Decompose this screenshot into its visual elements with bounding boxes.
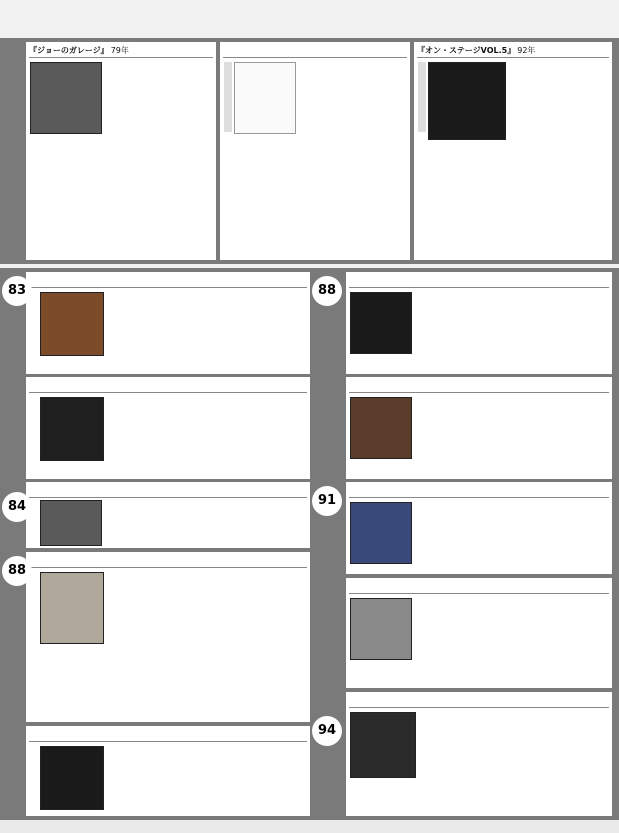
year-number-badge: 91 (312, 486, 342, 516)
album-cover-image (350, 397, 412, 459)
entry-header (29, 275, 307, 288)
entry-title: 『ジョーのガレージ』 (29, 46, 109, 55)
entry-description (418, 712, 608, 814)
entry-header (349, 275, 609, 288)
entry-header (223, 45, 407, 58)
catalog-spine (224, 62, 232, 132)
entry-description (108, 397, 306, 477)
album-entry (26, 272, 310, 374)
album-entry-joes-garage (26, 42, 216, 260)
entry-description (416, 292, 608, 372)
entry-description (416, 598, 608, 686)
entry-description (224, 134, 406, 256)
album-cover-image (350, 598, 412, 660)
entry-description (418, 62, 608, 256)
album-entry-top-middle (220, 42, 410, 260)
album-entry (346, 377, 612, 479)
album-entry (346, 482, 612, 574)
album-cover-image (40, 292, 104, 356)
entry-description (30, 62, 212, 256)
entry-header (349, 485, 609, 498)
album-cover-image (40, 746, 104, 810)
album-entry (26, 552, 310, 722)
entry-header (349, 380, 609, 393)
entry-header (29, 45, 213, 58)
album-entry-on-stage-vol5 (414, 42, 612, 260)
album-cover-image (40, 397, 104, 461)
album-entry (26, 726, 310, 816)
entry-header (349, 581, 609, 594)
album-cover-image (350, 712, 416, 778)
entry-year: 92年 (517, 46, 536, 55)
entry-header (417, 45, 609, 58)
page-footer (0, 820, 619, 833)
album-entry (26, 377, 310, 479)
entry-year: 79年 (110, 46, 129, 55)
album-cover-image (40, 500, 102, 546)
album-cover-image (40, 572, 104, 644)
album-entry (26, 482, 310, 548)
entry-header (349, 695, 609, 708)
entry-header (29, 555, 307, 568)
year-number-badge: 83 (2, 276, 32, 306)
entry-title: 『オン・ステージVOL.5』 (417, 46, 516, 55)
entry-header (29, 380, 307, 393)
album-cover-image (350, 502, 412, 564)
album-cover-image (234, 62, 296, 134)
page-intro (10, 6, 608, 38)
entry-header (29, 729, 307, 742)
year-number-badge: 84 (2, 492, 32, 522)
album-cover-image (350, 292, 412, 354)
year-number-badge: 88 (2, 556, 32, 586)
entry-description (108, 572, 306, 718)
entry-description (416, 502, 608, 572)
entry-description (416, 397, 608, 477)
album-entry (346, 272, 612, 374)
album-entry (346, 692, 612, 816)
year-number-badge: 94 (312, 716, 342, 746)
album-entry (346, 578, 612, 688)
entry-description (108, 500, 306, 546)
entry-description (108, 292, 306, 372)
entry-header (29, 485, 307, 498)
year-number-badge: 88 (312, 276, 342, 306)
entry-description (108, 746, 306, 814)
